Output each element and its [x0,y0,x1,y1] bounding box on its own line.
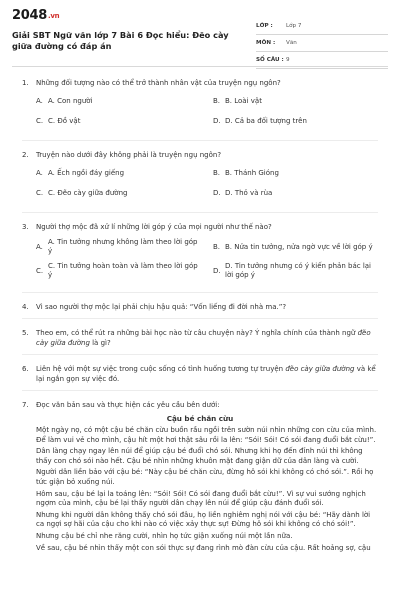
divider [22,140,378,141]
question-5 [22,328,378,355]
option-d[interactable]: D. D. Thỏ và rùa [213,188,273,197]
question-2 [22,150,378,213]
options [22,238,378,286]
meta-label: MÔN : [256,40,276,46]
option-text: A. Ếch ngồi đáy giếng [48,168,125,177]
option-text: C. Đẽo cày giữa đường [48,188,128,197]
divider [22,292,378,293]
logo-suffix: .vn [47,12,60,20]
question-number: 6. [22,365,29,373]
meta-value: 9 [286,57,290,63]
meta-value: Lớp 7 [286,23,302,29]
question-text: Vì sao người thợ mộc lại phải chịu hậu quả: “Vốn liếng đi đời nhà ma.”? [36,303,287,311]
option-text: A. Con người [48,96,93,105]
option-c[interactable]: C. C. Đẽo cày giữa đường [36,188,128,197]
story-paragraph: Nhưng cậu bé chỉ nhe răng cười, nhìn họ tức giận xuống núi một lần nữa. [36,531,293,540]
question-number: 3. [22,223,29,231]
divider [22,354,378,355]
question-number: 1. [22,79,29,87]
story-paragraph: Hôm sau, cậu bé lại la toáng lên: “Sói! Sói! Có sói đang đuổi bắt cừu!”. Vì sự vui sướng nghịch ngợm của mình, cậu bé lại thấy người dân chạy lên núi để giúp cậu đánh đuổi sói. [36,489,366,508]
meta-row-class [256,18,388,35]
meta-table [256,18,388,69]
options [22,94,378,134]
option-c[interactable]: C. C. Tin tưởng hoàn toàn và làm theo lời góp ý [36,262,201,280]
question-number: 5. [22,329,29,337]
story-paragraph: Nhưng khi người dân không thấy chó sói đâu, họ liền nghiêm nghị nói với cậu bé: “Hãy dành lời ca ngợi sợ hãi của cậu cho khi nào có việc xảy thực sự! Đừng hô sói khi không có chó sói!”. [36,510,371,529]
logo-brand: 2048 [12,8,47,23]
question-text-end: là gì? [89,339,111,347]
divider [22,318,378,319]
question-number: 2. [22,151,29,159]
question-7 [22,400,378,553]
option-a[interactable]: A. A. Ếch ngồi đáy giếng [36,168,125,177]
option-d[interactable]: D. D. Tin tưởng nhưng có ý kiến phản bác lại lời góp ý [213,262,378,280]
divider [22,212,378,213]
option-d[interactable]: D. D. Cả ba đối tượng trên [213,116,307,125]
question-text: Liên hệ với một sự việc trong cuộc sống có tình huống tương tự truyện [36,365,286,373]
option-b[interactable]: B. B. Loài vật [213,96,262,105]
story-title: Cậu bé chăn cừu [166,414,234,423]
idiom-text: đẽo cày giữa đường [36,329,371,347]
story-paragraph: Về sau, cậu bé nhìn thấy một con sói thực sự đang rình mò đàn cừu của cậu. Rất hoảng sợ, cậu [36,543,371,552]
question-6 [22,364,378,391]
option-text: B. Loài vật [225,96,262,105]
question-text: Đọc văn bản sau và thực hiện các yêu cầu bên dưới: [36,401,220,409]
option-text: C. Tin tưởng hoàn toàn và làm theo lời góp ý [48,262,198,279]
option-c[interactable]: C. C. Đồ vật [36,116,81,125]
question-1 [22,78,378,141]
option-text: D. Thỏ và rùa [225,188,273,197]
option-text: B. Nửa tin tưởng, nửa ngờ vực về lời góp ý [225,242,373,251]
page-header [12,8,388,63]
option-text: C. Đồ vật [48,116,81,125]
option-text: B. Thánh Gióng [225,168,279,177]
header-divider [12,66,388,67]
question-text: Theo em, có thể rút ra những bài học nào từ câu chuyện này? Ý nghĩa chính của thành ngữ [36,329,358,337]
question-text: Truyện nào dưới đây không phải là truyện ngụ ngôn? [36,151,222,159]
option-a[interactable]: A. A. Tin tưởng nhưng không làm theo lời góp ý [36,238,201,256]
site-logo[interactable] [12,8,59,23]
question-3 [22,222,378,293]
idiom-text: đẽo cày giữa đường [285,365,355,373]
question-text-end: và kể lại ngắn gọn sự việc đó. [36,365,376,383]
question-text: Người thợ mộc đã xử lí những lời góp ý của mọi người như thế nào? [36,223,272,231]
option-text: D. Cả ba đối tượng trên [225,116,307,125]
meta-label: SỐ CÂU : [256,57,284,63]
question-number: 4. [22,303,29,311]
option-b[interactable]: B. B. Thánh Gióng [213,168,279,177]
story-paragraph: Một ngày nọ, có một cậu bé chăn cừu buồn rầu ngồi trên sườn núi nhìn những con cừu của mình. Để làm vui vẻ cho mình, cậu hít một hơi thật sâu rồi la lên: “Sói! Sói! Có sói đang đuổi bắt cừu!”. [36,426,377,444]
question-4 [22,302,378,319]
question-list [22,78,378,562]
question-number: 7. [22,401,29,409]
story-paragraph: Dân làng chạy ngay lên núi để giúp cậu bé đuổi chó sói. Nhưng khi họ đến đỉnh núi thì không thấy con chó sói nào hết. Cậu bé nhìn những khuôn mặt đang giận dữ của dân làng và cười. [36,447,363,465]
divider [22,390,378,391]
option-a[interactable]: A. A. Con người [36,96,93,105]
option-b[interactable]: B. B. Nửa tin tưởng, nửa ngờ vực về lời góp ý [213,242,373,251]
question-text: Những đối tượng nào có thể trở thành nhân vật của truyện ngụ ngôn? [36,79,281,87]
option-text: D. Tin tưởng nhưng có ý kiến phản bác lại lời góp ý [225,262,371,279]
story-paragraph: Người dân liền bảo với cậu bé: “Này cậu bé chăn cừu, đừng hô sói khi không có chó sói.”. Rồi họ tức giận bỏ xuống núi. [36,468,374,486]
meta-row-subject [256,35,388,52]
meta-value: Văn [286,40,297,46]
options [22,166,378,206]
page-title: Giải SBT Ngữ văn lớp 7 Bài 6 Đọc hiểu: Đẽo cày giữa đường có đáp án [12,30,229,51]
option-text: A. Tin tưởng nhưng không làm theo lời góp ý [48,238,198,255]
meta-label: LỚP : [256,23,273,29]
